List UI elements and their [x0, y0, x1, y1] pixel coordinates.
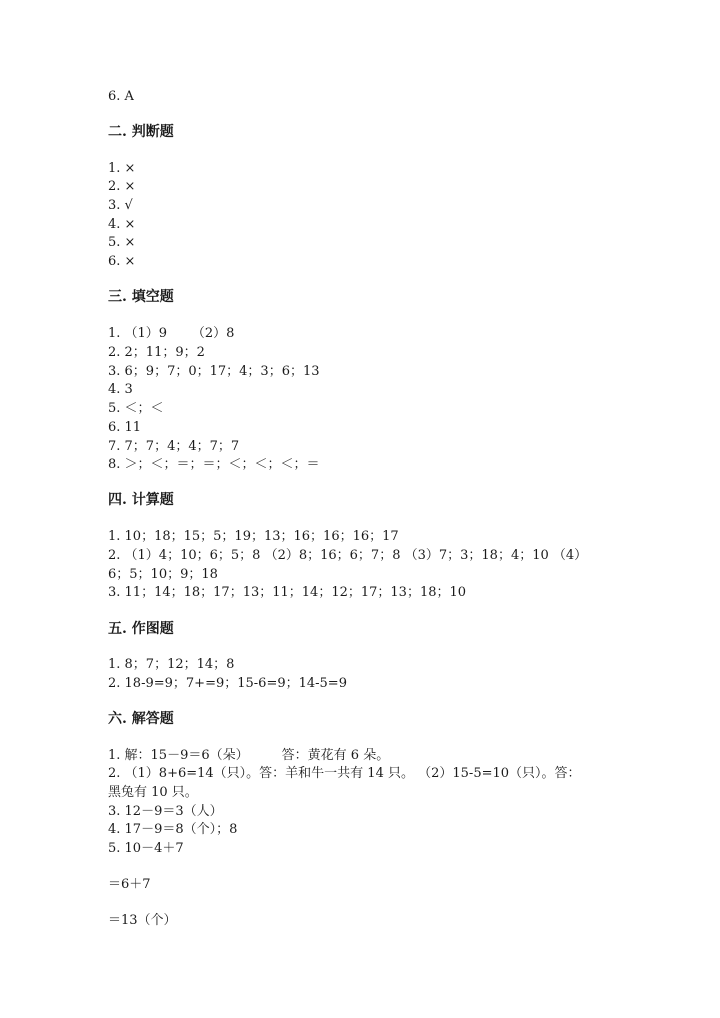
answer-line: 2. （1）8+6=14（只）。答：羊和牛一共有 14 只。 （2）15-5=10（只）。答： — [108, 766, 581, 781]
answer-line: ＝13（个） — [108, 913, 177, 928]
section-heading-judgment: 二. 判断题 — [108, 124, 174, 140]
answer-line: 5. × — [108, 235, 136, 250]
answer-line: 2. 18-9=9；7+=9；15-6=9；14-5=9 — [108, 676, 347, 691]
answer-line: 4. 17－9＝8（个）；8 — [108, 822, 238, 837]
section-heading-fill-blank: 三. 填空题 — [108, 289, 174, 305]
answer-line: 5. 10－4＋7 — [108, 841, 184, 856]
answer-line: 3. 12－9＝3（人） — [108, 804, 223, 819]
answer-line: 6. × — [108, 254, 136, 269]
answer-line: 2. × — [108, 179, 136, 194]
answer-line: ＝6＋7 — [108, 877, 151, 892]
answer-line: 2. 2；11；9；2 — [108, 345, 205, 360]
answer-line: 3. 6；9；7；0；17；4；3；6；13 — [108, 364, 320, 379]
answer-line: 黑兔有 10 只。 — [108, 785, 198, 800]
answer-line: 7. 7；7；4；4；7；7 — [108, 439, 240, 454]
answer-line: 6. A — [108, 89, 134, 104]
answer-line: 1. （1）9 （2）8 — [108, 326, 235, 341]
section-heading-drawing: 五. 作图题 — [108, 621, 174, 637]
answer-line: 6；5；10；9；18 — [108, 567, 218, 582]
answer-line: 4. × — [108, 217, 136, 232]
answer-line: 2. （1）4；10；6；5；8 （2）8；16；6；7；8 （3）7；3；18；4；10 （4） — [108, 548, 588, 563]
answer-line: 6. 11 — [108, 420, 142, 435]
section-heading-word-problems: 六. 解答题 — [108, 711, 174, 727]
answer-line: 3. 11；14；18；17；13；11；14；12；17；13；18；10 — [108, 585, 467, 600]
answer-line: 1. 8；7；12；14；8 — [108, 657, 235, 672]
answer-line: 8. ＞；＜；＝；＝；＜；＜；＜；＝ — [108, 457, 320, 472]
answer-line: 1. 解：15－9＝6（朵） 答：黄花有 6 朵。 — [108, 748, 390, 763]
answer-line: 4. 3 — [108, 382, 133, 397]
section-heading-calculation: 四. 计算题 — [108, 492, 174, 508]
answer-line: 1. × — [108, 161, 136, 176]
answer-line: 5. ＜；＜ — [108, 401, 164, 416]
answer-line: 3. √ — [108, 198, 133, 213]
answer-line: 1. 10；18；15；5；19；13；16；16；16；17 — [108, 529, 399, 544]
